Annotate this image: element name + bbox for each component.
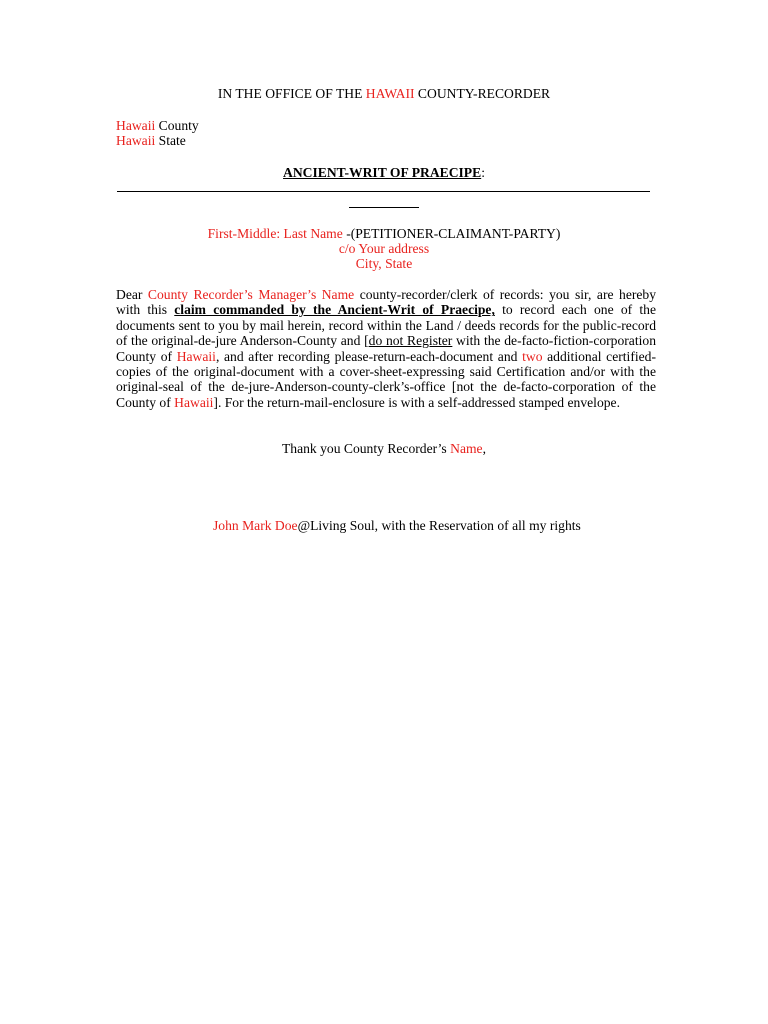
signature-name: John Mark Doe	[213, 518, 298, 533]
letter-text-2: to record each one of the documents sent to you by mail herein, record within the Land / deeds records for the public-record of the original-de-jure Anderson-County and [	[116, 302, 656, 349]
letter-county-1: Hawaii	[176, 348, 216, 364]
petitioner-city-state: City, State	[355, 256, 413, 271]
writ-title-colon: :	[481, 165, 485, 180]
state-label: State	[155, 133, 186, 148]
separator-rule	[117, 191, 650, 192]
letter-county-2: Hawaii	[174, 394, 214, 410]
letter-two: two	[522, 348, 543, 364]
state-name: Hawaii	[116, 133, 156, 148]
county-name: Hawaii	[116, 118, 156, 133]
letter-recipient: County Recorder’s Manager’s Name	[147, 287, 355, 302]
office-prefix: IN THE OFFICE OF THE	[217, 86, 366, 101]
petitioner-address: c/o Your address	[338, 241, 430, 256]
letter-body	[116, 287, 656, 410]
signature-suffix: @Living Soul, with the Reservation of all my rights	[297, 518, 581, 533]
signature-line	[213, 518, 581, 534]
closing-name: Name	[450, 441, 483, 456]
letter-text-1: county-recorder/clerk of records: you sir, are hereby with this	[116, 287, 657, 318]
writ-title-line	[0, 165, 768, 181]
closing-comma: ,	[482, 441, 486, 456]
petitioner-name: First-Middle: Last Name	[207, 226, 343, 241]
petitioner-line	[0, 226, 768, 242]
state-line	[116, 133, 186, 149]
letter-text-6: ]. For the return-mail-enclosure is with a self-addressed stamped envelope.	[213, 394, 620, 410]
petitioner-role: -(PETITIONER-CLAIMANT-PARTY)	[342, 226, 561, 241]
county-line	[116, 118, 199, 134]
separator-rule-short	[349, 207, 419, 208]
letter-claim: claim commanded by the Ancient-Writ of Praecipe,	[174, 302, 495, 318]
office-state: HAWAII	[365, 86, 415, 101]
office-suffix: COUNTY-RECORDER	[414, 86, 551, 101]
office-heading	[0, 86, 768, 102]
county-label: County	[155, 118, 199, 133]
closing-line	[0, 441, 768, 457]
letter-text-4: , and after recording please-return-each-document and	[215, 348, 523, 364]
writ-title: ANCIENT-WRIT OF PRAECIPE	[283, 165, 482, 180]
letter-do-not-register: do not Register	[368, 333, 453, 349]
letter-salutation: Dear	[116, 287, 148, 302]
letter-text-5: additional certified-copies of the original-document with a cover-sheet-expressing said Certification and/or with the original-seal of the de-jure-Anderson-county-clerk’s-office [not the de-facto-corporation of the County of	[116, 348, 656, 410]
closing-thanks: Thank you County Recorder’s	[281, 441, 451, 456]
letter-text-3: with the de-facto-fiction-corporation County of	[116, 333, 656, 364]
